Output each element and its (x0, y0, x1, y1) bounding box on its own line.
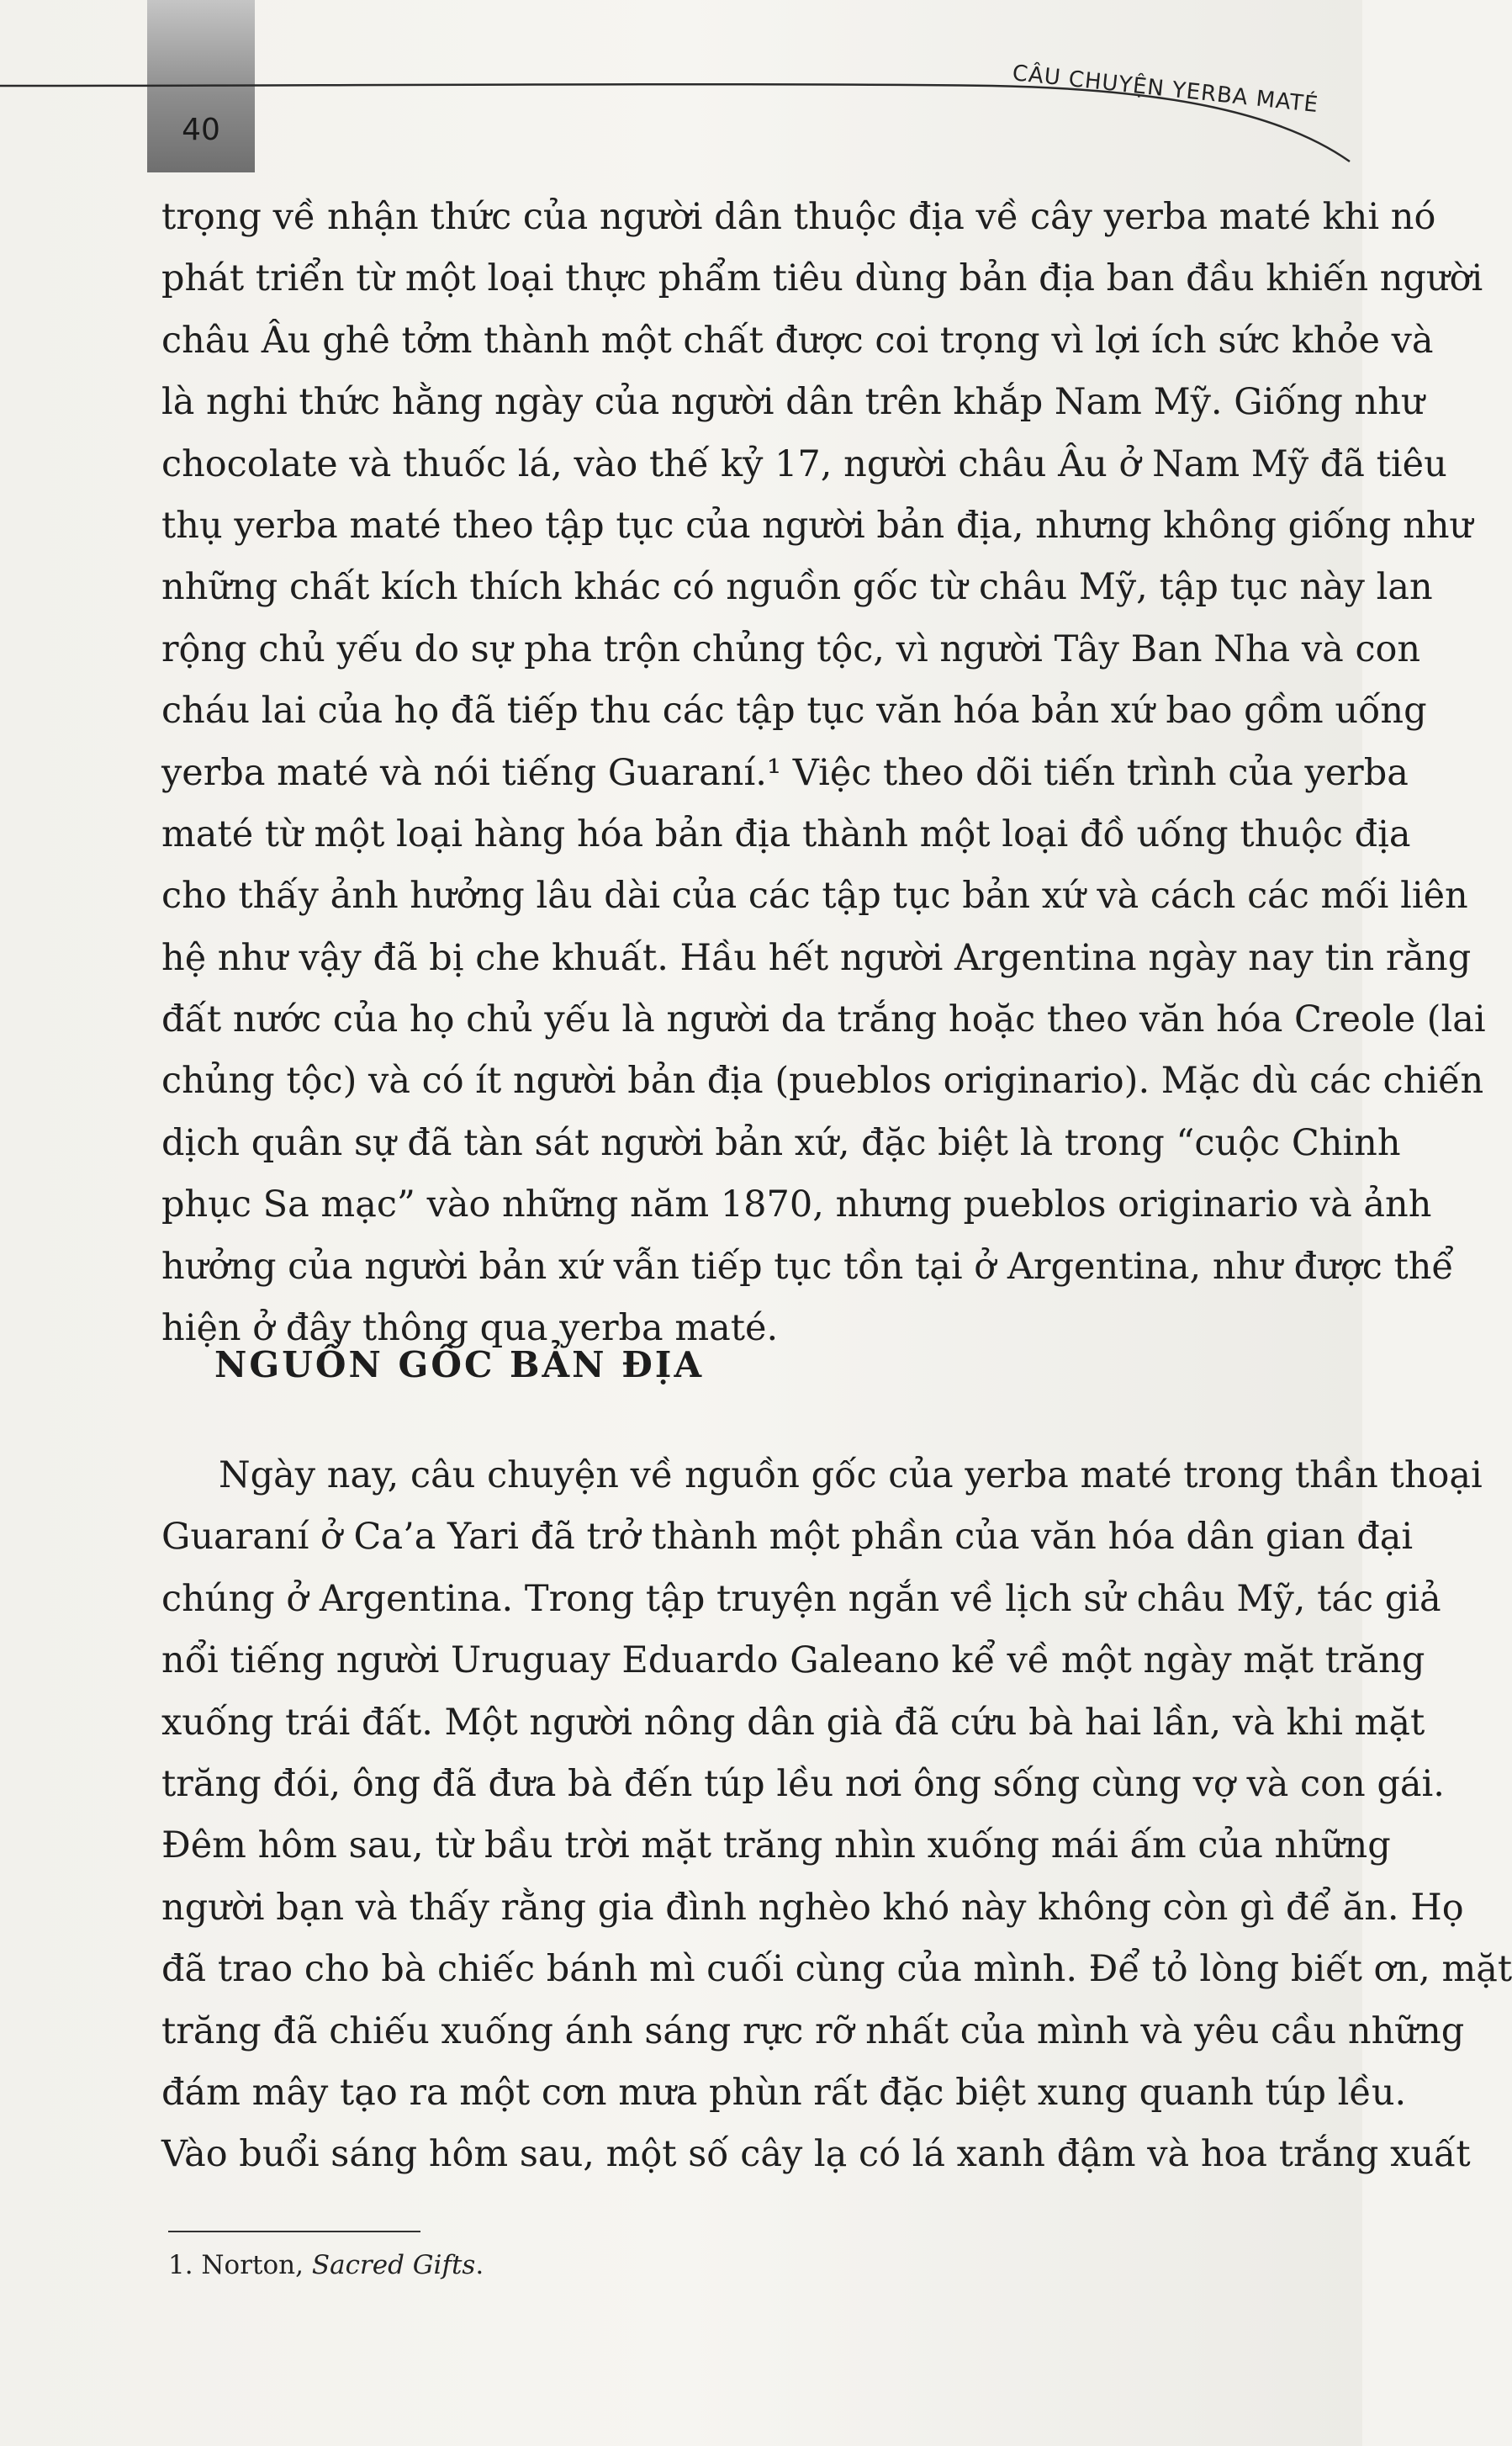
text-line: đám mây tạo ra một cơn mưa phùn rất đặc biệt xung quanh túp lều. (161, 2071, 1407, 2114)
text-line: yerba maté và nói tiếng Guaraní.¹ Việc theo dõi tiến trình của yerba (161, 751, 1409, 794)
text-line: hiện ở đây thông qua yerba maté. (161, 1307, 779, 1350)
text-line: châu Âu ghê tởm thành một chất được coi trọng vì lợi ích sức khỏe và (161, 319, 1434, 362)
text-line: đã trao cho bà chiếc bánh mì cuối cùng của mình. Để tỏ lòng biết ơn, mặt (161, 1948, 1512, 1991)
text-line: phục Sa mạc” vào những năm 1870, nhưng pueblos originario và ảnh (161, 1183, 1432, 1226)
running-head-title: CÂU CHUYỆN YERBA MATÉ (1011, 61, 1320, 119)
text-line: maté từ một loại hàng hóa bản địa thành một loại đồ uống thuộc địa (161, 813, 1411, 855)
text-line: đất nước của họ chủ yếu là người da trắng hoặc theo văn hóa Creole (lai (161, 998, 1486, 1041)
text-line: những chất kích thích khác có nguồn gốc từ châu Mỹ, tập tục này lan (161, 566, 1433, 609)
text-line: thụ yerba maté theo tập tục của người bản địa, nhưng không giống như (161, 504, 1473, 547)
text-line: hệ như vậy đã bị che khuất. Hầu hết người Argentina ngày nay tin rằng (161, 936, 1472, 979)
text-line: là nghi thức hằng ngày của người dân trên khắp Nam Mỹ. Giống như (161, 381, 1425, 424)
section-heading: NGUỒN GỐC BẢN ĐỊA (214, 1344, 705, 1385)
text-line: hưởng của người bản xứ vẫn tiếp tục tồn tại ở Argentina, như được thể (161, 1245, 1454, 1288)
paragraph-1 (161, 187, 1486, 1359)
text-line: Vào buổi sáng hôm sau, một số cây lạ có lá xanh đậm và hoa trắng xuất (161, 2133, 1471, 2176)
text-line: Ngày nay, câu chuyện về nguồn gốc của yerba maté trong thần thoại (219, 1454, 1483, 1496)
text-line: cho thấy ảnh hưởng lâu dài của các tập tục bản xứ và cách các mối liên (161, 875, 1468, 918)
text-line: người bạn và thấy rằng gia đình nghèo khó này không còn gì để ăn. Họ (161, 1886, 1464, 1929)
footnote-number: 1. Norton, (168, 2250, 312, 2280)
text-line: phát triển từ một loại thực phẩm tiêu dùng bản địa ban đầu khiến người (161, 257, 1483, 300)
text-line: xuống trái đất. Một người nông dân già đã cứu bà hai lần, và khi mặt (161, 1701, 1425, 1744)
text-line: trọng về nhận thức của người dân thuộc địa về cây yerba maté khi nó (161, 196, 1436, 238)
footnote-title: Sacred Gifts (311, 2250, 476, 2280)
text-line: dịch quân sự đã tàn sát người bản xứ, đặc biệt là trong “cuộc Chinh (161, 1121, 1401, 1164)
text-line: chocolate và thuốc lá, vào thế kỷ 17, người châu Âu ở Nam Mỹ đã tiêu (161, 442, 1447, 485)
text-line: chủng tộc) và có ít người bản địa (pueblos originario). Mặc dù các chiến (161, 1060, 1484, 1103)
text-line: cháu lai của họ đã tiếp thu các tập tục văn hóa bản xứ bao gồm uống (161, 690, 1427, 733)
paragraph-2 (161, 1445, 1512, 2186)
text-line: Guaraní ở Ca’a Yari đã trở thành một phần của văn hóa dân gian đại (161, 1516, 1414, 1559)
text-line: Đêm hôm sau, từ bầu trời mặt trăng nhìn xuống mái ấm của những (161, 1824, 1391, 1867)
text-line: nổi tiếng người Uruguay Eduardo Galeano kể về một ngày mặt trăng (161, 1639, 1425, 1682)
text-line: rộng chủ yếu do sự pha trộn chủng tộc, vì người Tây Ban Nha và con (161, 627, 1421, 670)
text-line: trăng đã chiếu xuống ánh sáng rực rỡ nhất của mình và yêu cầu những (161, 2009, 1465, 2052)
text-line: chúng ở Argentina. Trong tập truyện ngắn về lịch sử châu Mỹ, tác giả (161, 1577, 1441, 1620)
footnote-divider (168, 2231, 420, 2232)
footnote (168, 2250, 484, 2280)
page-number: 40 (182, 113, 220, 147)
footnote-end: . (475, 2250, 484, 2280)
text-line: trăng đói, ông đã đưa bà đến túp lều nơi ông sống cùng vợ và con gái. (161, 1762, 1445, 1805)
